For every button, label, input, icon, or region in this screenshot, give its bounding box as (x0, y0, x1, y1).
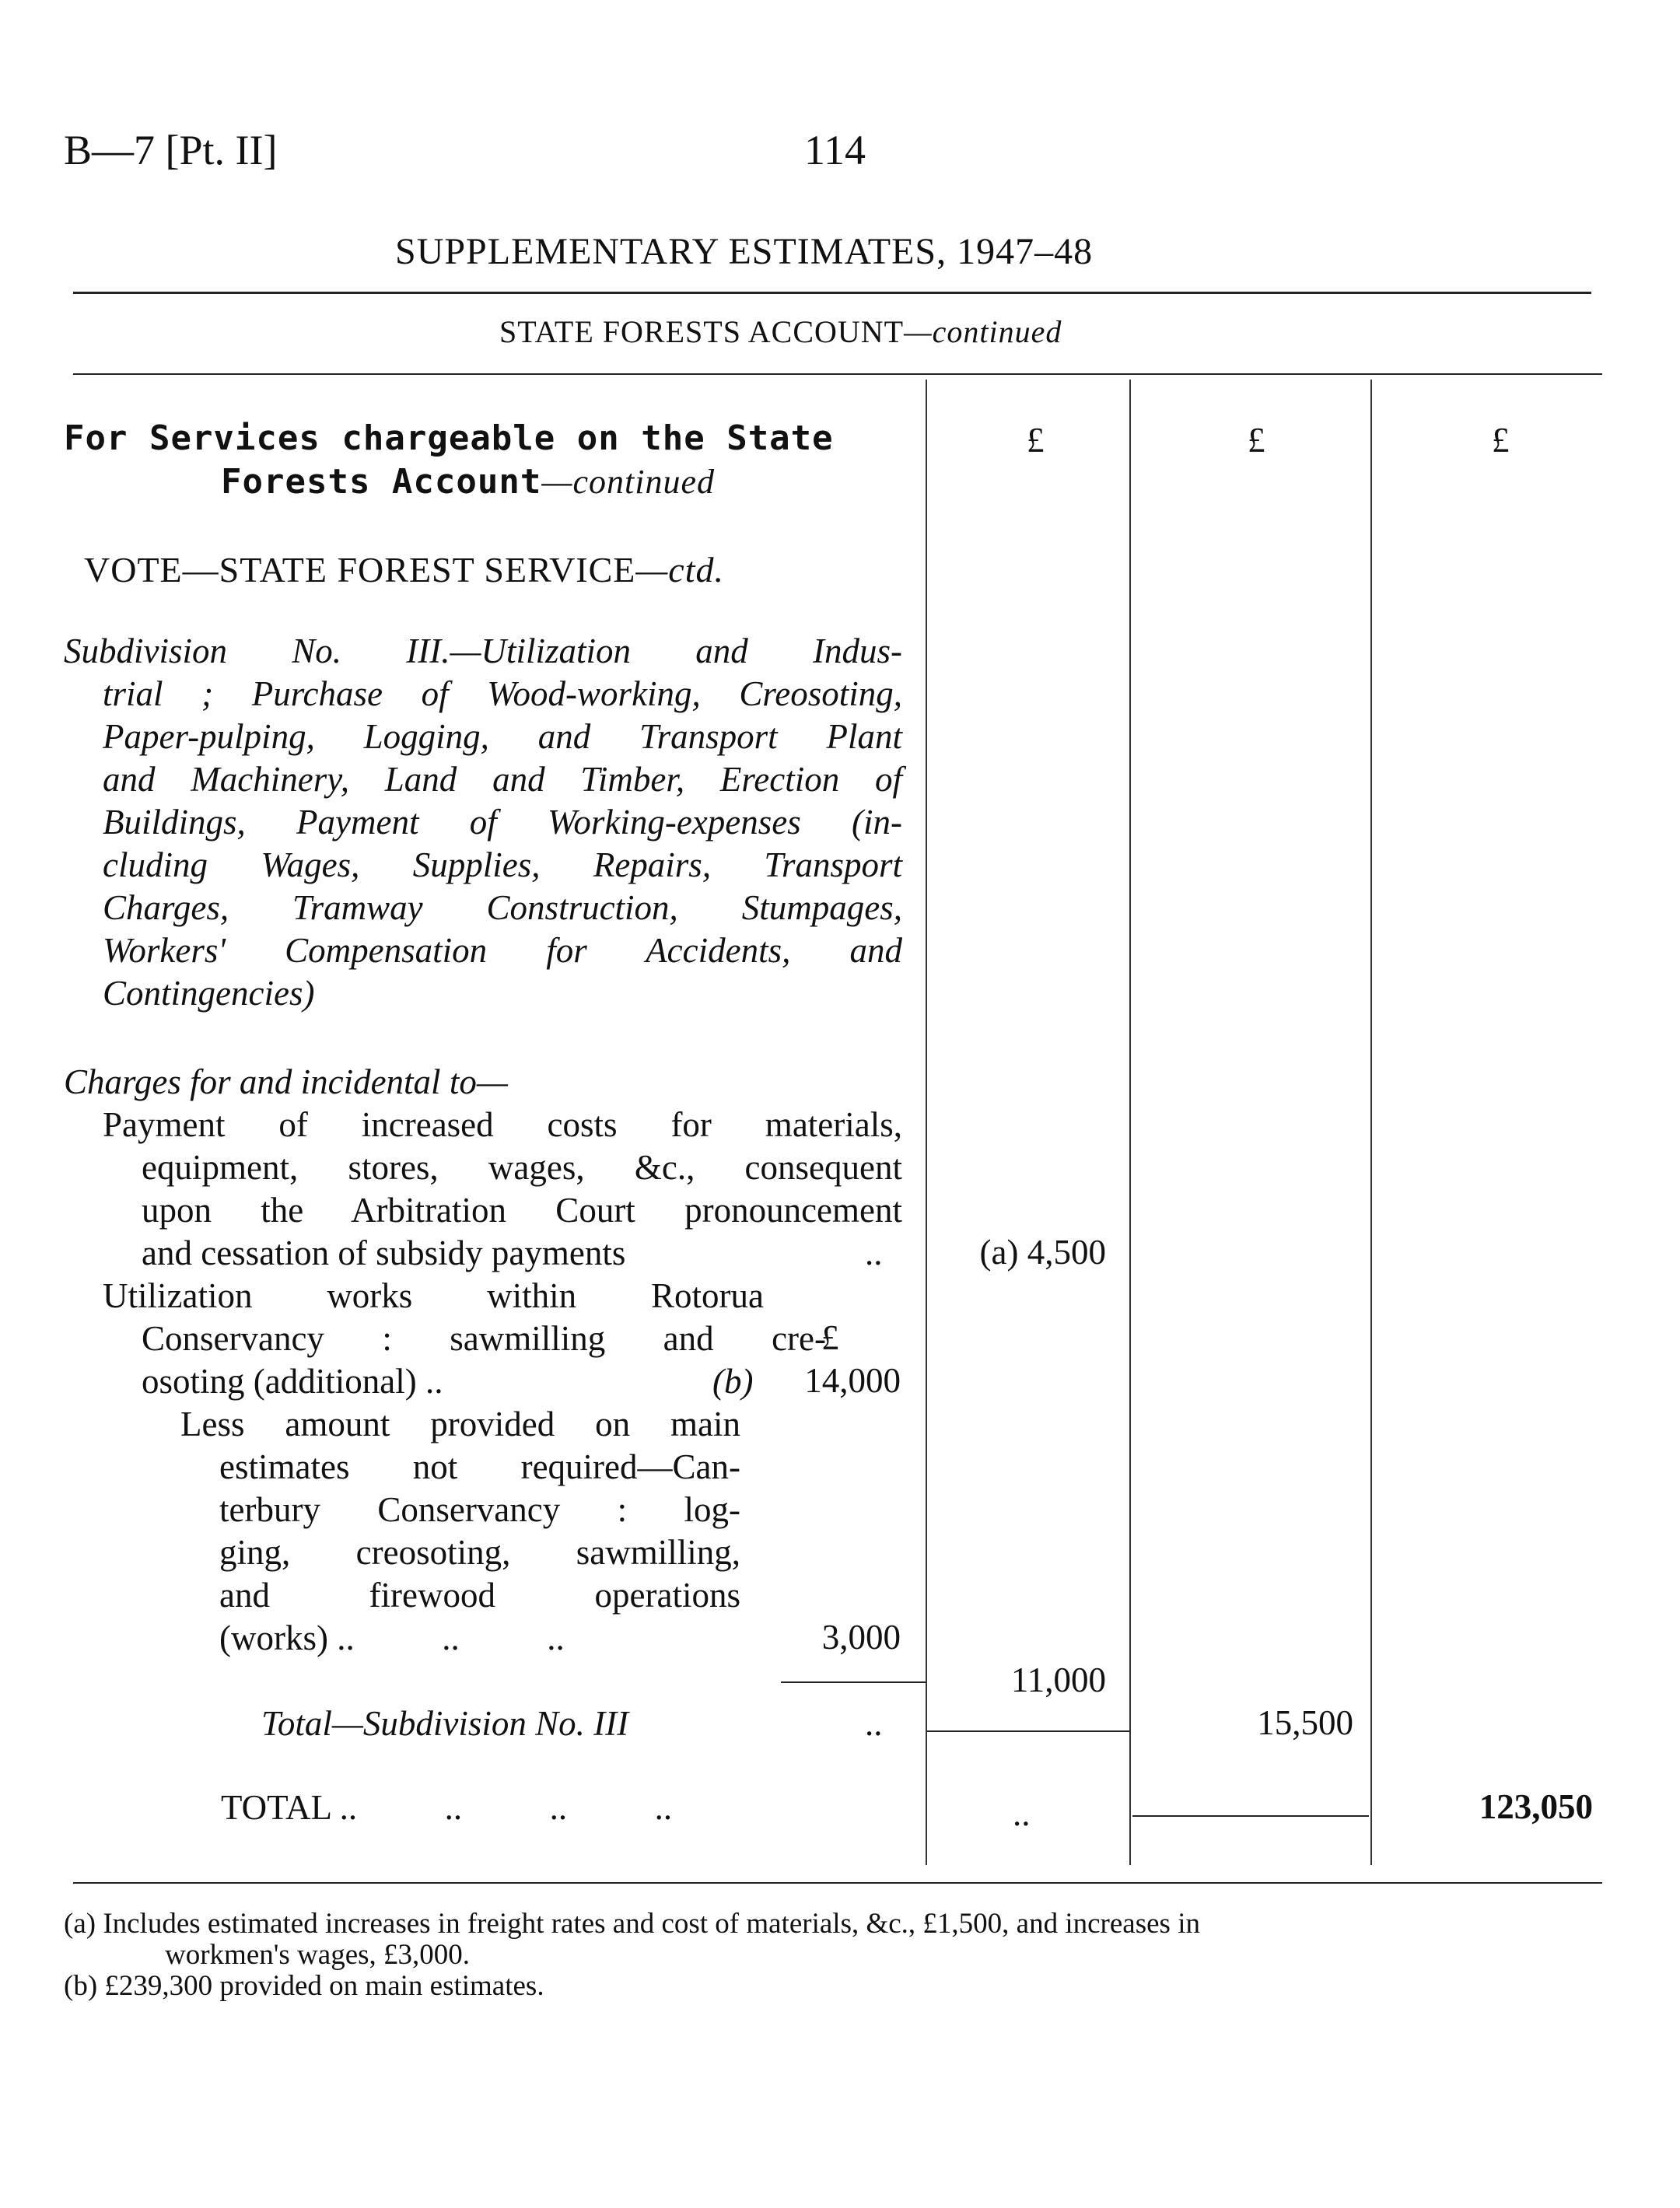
table-bottom-rule (73, 1882, 1602, 1884)
footnote-b: (b) £239,300 provided on main estimates. (64, 1970, 544, 2002)
footnote-a: (a) Includes estimated increases in freight rates and cost of materials, &c., £1,500, and increases in (64, 1908, 1200, 1940)
page-title: SUPPLEMENTARY ESTIMATES, 1947–48 (395, 231, 1094, 272)
item-2-currency: £ (821, 1318, 839, 1357)
less-line: (works) .. .. .. (219, 1618, 565, 1657)
column-3-currency: £ (1492, 421, 1510, 460)
total-col1-dots: .. (1013, 1794, 1031, 1833)
total-amount: 123,050 (1479, 1787, 1593, 1826)
item-1-line: and cessation of subsidy payments (142, 1233, 626, 1272)
section-heading-line2 (221, 462, 715, 502)
total-label: TOTAL .. .. .. .. (221, 1788, 673, 1827)
subtotal-label: Total—Subdivision No. III (261, 1704, 629, 1743)
subdivision-line: Paper-pulping, Logging, and Transport Plant (103, 717, 902, 756)
section-heading-line1: For Services chargeable on the State (64, 418, 834, 458)
item-2-line: osoting (additional) .. (142, 1362, 443, 1401)
net-rule (781, 1681, 926, 1683)
subdivision-line: cluding Wages, Supplies, Repairs, Transport (103, 845, 902, 884)
total-rule (1132, 1815, 1369, 1817)
subdivision-line: Workers' Compensation for Accidents, and (103, 931, 902, 970)
account-suffix: —continued (904, 314, 1062, 349)
vote-suffix: —ctd. (635, 550, 724, 590)
section-heading-suffix: —continued (541, 463, 715, 501)
less-line: terbury Conservancy : log- (219, 1490, 740, 1529)
item-2-description (103, 1275, 826, 1403)
page-number: 114 (804, 127, 866, 173)
column-1-currency: £ (1027, 421, 1045, 460)
item-1-amount: (a) 4,500 (979, 1233, 1106, 1272)
less-amount: 3,000 (821, 1618, 901, 1657)
subdivision-line: Contingencies) (103, 974, 315, 1013)
item-1-line: Payment of increased costs for materials, (103, 1105, 902, 1144)
account-heading (499, 313, 1062, 350)
less-line: Less amount provided on main (180, 1405, 740, 1443)
section-heading-text: Forests Account (221, 462, 542, 502)
title-rule (73, 292, 1591, 294)
column-divider-2 (1129, 380, 1131, 1865)
table-top-rule (73, 373, 1602, 375)
subtotal-rule (927, 1730, 1129, 1732)
footnote-a-continued: workmen's wages, £3,000. (165, 1939, 471, 1971)
subdivision-line: Charges, Tramway Construction, Stumpages, (103, 888, 902, 927)
column-divider-3 (1370, 380, 1372, 1865)
less-line: ging, creosoting, sawmilling, (219, 1533, 740, 1572)
vote-heading (84, 549, 724, 590)
subtotal-amount: 15,500 (1257, 1703, 1353, 1742)
item-2-line: Utilization works within Rotorua (103, 1276, 764, 1315)
item-1-line: equipment, stores, wages, &c., consequent (142, 1148, 902, 1187)
less-description (180, 1403, 740, 1660)
subdivision-line: Subdivision No. III.—Utilization and Indus- (64, 632, 902, 670)
less-line: estimates not required—Can- (219, 1447, 740, 1486)
item-2-amount: 14,000 (804, 1361, 901, 1400)
item-2-line: Conservancy : sawmilling and cre- (142, 1319, 826, 1358)
subdivision-line: Buildings, Payment of Working-expenses (in- (103, 803, 902, 842)
subdivision-description (64, 630, 902, 1015)
page-reference: B—7 [Pt. II] (64, 127, 278, 173)
item-1-dots: .. (865, 1233, 883, 1272)
less-line: and firewood operations (219, 1576, 740, 1615)
item-1-description (103, 1104, 902, 1275)
net-amount: 11,000 (1010, 1660, 1106, 1699)
column-divider-1 (926, 380, 927, 1865)
vote-name: VOTE—STATE FOREST SERVICE (84, 550, 636, 590)
item-1-line: upon the Arbitration Court pronouncement (142, 1191, 902, 1230)
subtotal-dots: .. (865, 1704, 883, 1743)
account-name: STATE FORESTS ACCOUNT (499, 314, 905, 349)
column-2-currency: £ (1248, 421, 1265, 460)
item-2-note: (b) (712, 1362, 754, 1401)
charges-heading: Charges for and incidental to— (64, 1062, 508, 1101)
subdivision-line: and Machinery, Land and Timber, Erection of (103, 760, 902, 799)
subdivision-line: trial ; Purchase of Wood-working, Creosoting, (103, 674, 902, 713)
